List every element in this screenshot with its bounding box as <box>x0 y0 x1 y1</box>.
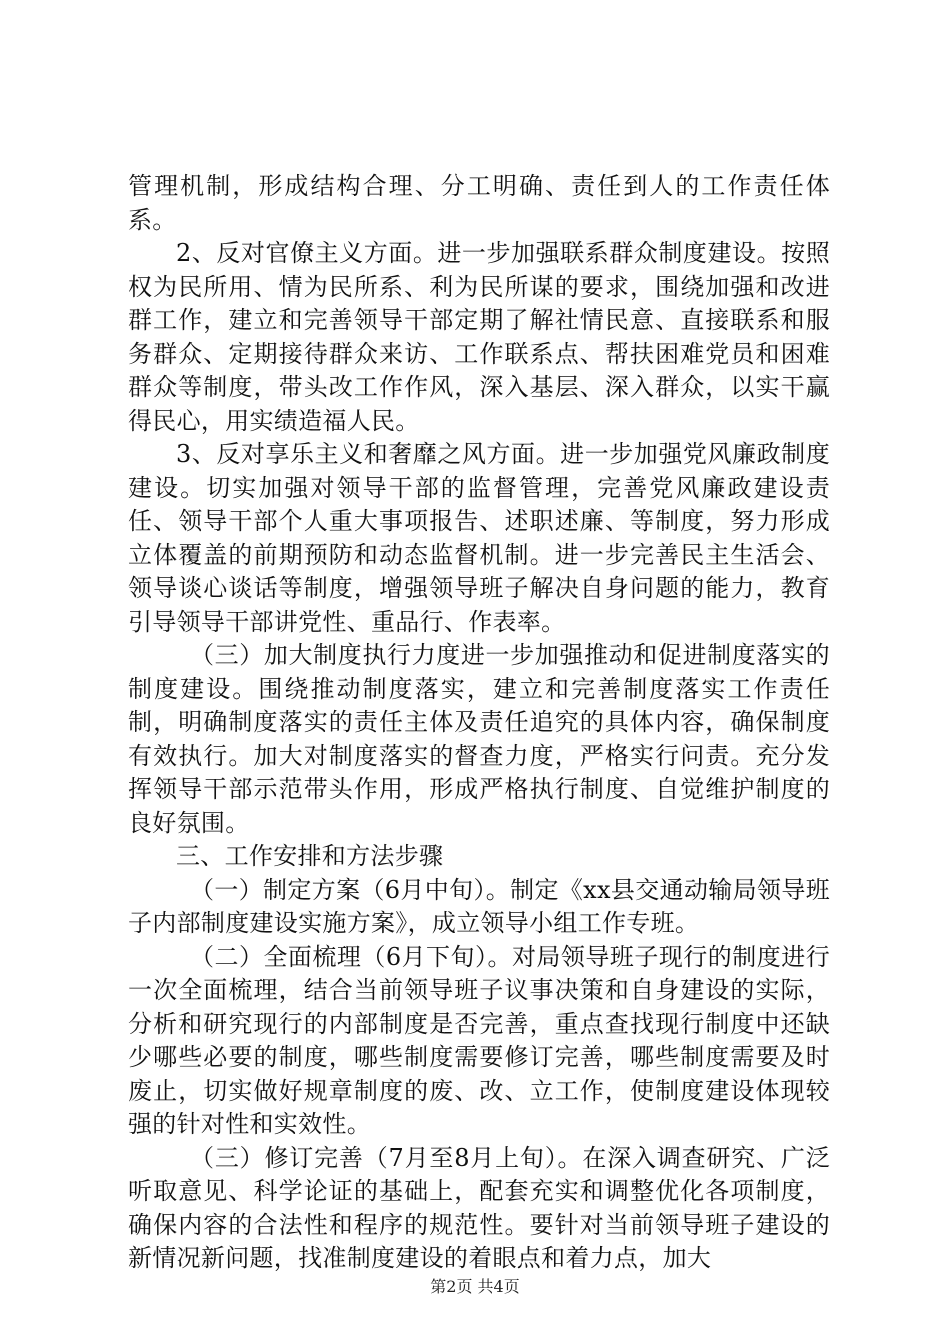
paragraph-anti-hedonism: 3、反对享乐主义和奢靡之风方面。进一步加强党风廉政制度建设。切实加强对领导干部的监督管理，完善党风廉政建设责任、领导干部个人重大事项报告、述职述廉、等制度，努力形成立体覆盖的前期预防和动态监督机制。进一步完善民主生活会、领导谈心谈话等制度，增强领导班子解决自身问题的能力，教育引导领导干部讲党性、重品行、作表率。 <box>128 440 830 636</box>
section-heading-work-arrangement: 三、工作安排和方法步骤 <box>176 842 444 870</box>
paragraph-step-plan: （一）制定方案（6月中旬）。制定《xx县交通动输局领导班子内部制度建设实施方案》，成立领导小组工作专班。 <box>128 875 830 937</box>
paragraph-continuation: 管理机制，形成结构合理、分工明确、责任到人的工作责任体系。 <box>128 172 830 234</box>
page-footer: 第2页 共4页 <box>430 1277 520 1296</box>
paragraph-enforcement: （三）加大制度执行力度进一步加强推动和促进制度落实的制度建设。围绕推动制度落实，建立和完善制度落实工作责任制，明确制度落实的责任主体及责任追究的具体内容，确保制度有效执行。加大对制度落实的督查力度，严格实行问责。充分发挥领导干部示范带头作用，形成严格执行制度、自觉维护制度的良好氛围。 <box>128 641 830 837</box>
paragraph-step-review: （二）全面梳理（6月下旬）。对局领导班子现行的制度进行一次全面梳理，结合当前领导班子议事决策和自身建设的实际，分析和研究现行的内部制度是否完善，重点查找现行制度中还缺少哪些必要的制度，哪些制度需要修订完善，哪些制度需要及时废止，切实做好规章制度的废、改、立工作，使制度建设体现较强的针对性和实效性。 <box>128 942 830 1138</box>
document-body <box>128 170 830 1276</box>
paragraph-step-revise: （三）修订完善（7月至8月上旬）。在深入调查研究、广泛听取意见、科学论证的基础上，配套充实和调整优化各项制度，确保内容的合法性和程序的规范性。要针对当前领导班子建设的新情况新问题，找准制度建设的着眼点和着力点，加大 <box>128 1143 830 1272</box>
paragraph-anti-bureaucracy: 2、反对官僚主义方面。进一步加强联系群众制度建设。按照权为民所用、情为民所系、利为民所谋的要求，围绕加强和改进群工作，建立和完善领导干部定期了解社情民意、直接联系和服务群众、定期接待群众来访、工作联系点、帮扶困难党员和困难群众等制度，带头改工作作风，深入基层、深入群众，以实干赢得民心，用实绩造福人民。 <box>128 239 830 435</box>
